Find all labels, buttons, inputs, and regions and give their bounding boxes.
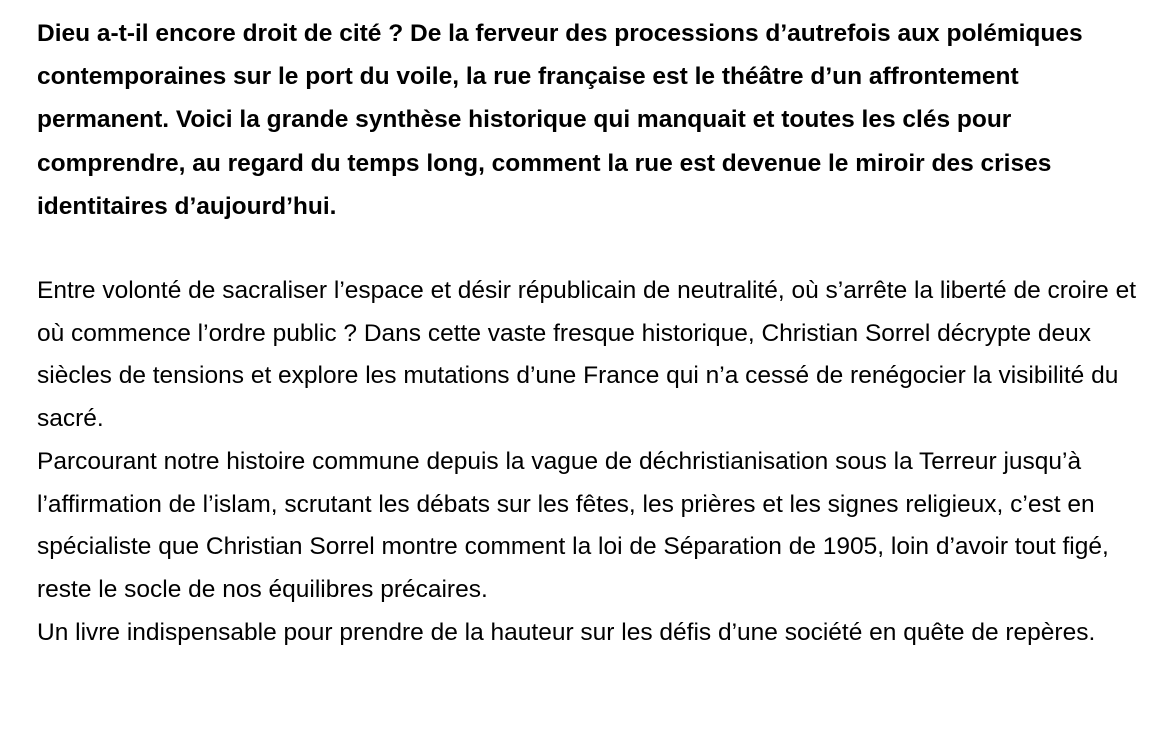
body-paragraph-2: Parcourant notre histoire commune depuis la vague de déchristianisation sous la Terreur jusqu’à l’affirmation de l’islam, scrutant les débats sur les fêtes, les prières et les signes religieux, c’est en spécialiste que Christian Sorrel montre comment la loi de Séparation de 1905, loin d’avoir tout figé, reste le socle de nos équilibres précaires. [37, 447, 1109, 603]
body-paragraph-1: Entre volonté de sacraliser l’espace et désir républicain de neutralité, où s’arrête la liberté de croire et où commence l’ordre public ? Dans cette vaste fresque historique, Christian Sorrel décrypte deux siècles de tensions et explore les mutations d’une France qui n’a cessé de renégocier la visibilité du sacré. [37, 277, 1137, 433]
intro-paragraph: Dieu a-t-il encore droit de cité ? De la ferveur des processions d’autrefois aux polémiques contemporaines sur le port du voile, la rue française est le théâtre d’un affrontement permanent. Voici la grande synthèse historique qui manquait et toutes les clés pour comprendre, au regard du temps long, comment la rue est devenue le miroir des crises identitaires d’aujourd’hui. [37, 20, 1083, 220]
book-description [37, 12, 1142, 654]
body-paragraph-3: Un livre indispensable pour prendre de la hauteur sur les défis d’une société en quête de repères. [37, 618, 1096, 646]
